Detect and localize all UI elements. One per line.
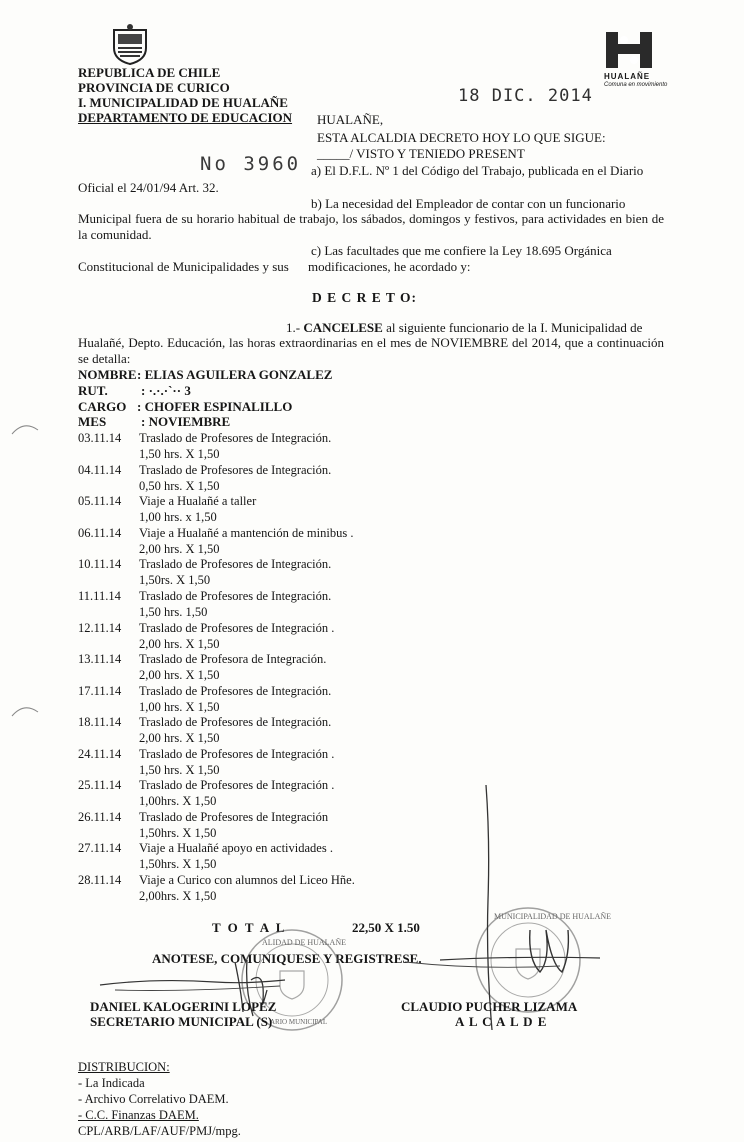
employee-mes-value: : NOVIEMBRE (141, 414, 231, 429)
distribution-item: CPL/ARB/LAF/AUF/PMJ/mpg. (78, 1124, 241, 1138)
distribution-item: - La Indicada (78, 1076, 145, 1090)
left-stamp-text: ALIDAD DE HUALAÑE (262, 938, 346, 947)
header-line-republic: REPUBLICA DE CHILE (78, 65, 221, 80)
hours-entry: 28.11.14 Viaje a Curico con alumnos del Liceo Hñe. 2,00hrs. X 1,50 (78, 873, 355, 903)
margin-mark (10, 418, 40, 438)
consideration-b: b) La necesidad del Empleador de contar con un funcionario (311, 196, 626, 211)
margin-mark (10, 700, 40, 720)
logo-tagline: Comuna en movimiento (604, 82, 668, 88)
decreto-title: D E C R E T O: (312, 290, 418, 305)
hours-entry: 10.11.14 Traslado de Profesores de Integración. 1,50rs. X 1,50 (78, 557, 332, 587)
logo-name: HUALAÑE (604, 72, 651, 81)
hours-entry: 24.11.14 Traslado de Profesores de Integración . 1,50 hrs. X 1,50 (78, 747, 335, 777)
consideration-a-cont: Oficial el 24/01/94 Art. 32. (78, 180, 219, 195)
left-stamp-bottom: ARIO MUNICIPAL (270, 1018, 328, 1026)
employee-rut-label: RUT. (78, 383, 108, 398)
hours-entry: 05.11.14 Viaje a Hualañé a taller 1,00 hrs. x 1,50 (78, 494, 257, 524)
hours-entry: 12.11.14 Traslado de Profesores de Integración . 2,00 hrs. X 1,50 (78, 621, 335, 651)
hours-entry: 13.11.14 Traslado de Profesora de Integración. 2,00 hrs. X 1,50 (78, 652, 327, 682)
decree-number-stamp: No 3960 (200, 153, 302, 175)
hours-entry: 26.11.14 Traslado de Profesores de Integración 1,50hrs. X 1,50 (78, 810, 329, 840)
mayor-name: CLAUDIO PUCHER LIZAMA (401, 999, 578, 1014)
hours-entry: 06.11.14 Viaje a Hualañé a mantención de minibus . 2,00 hrs. X 1,50 (78, 526, 354, 556)
closing-line: ANOTESE, COMUNIQUESE Y REGISTRESE. (152, 951, 422, 966)
employee-rut-value: : ·.·.·`·· 3 (141, 383, 191, 398)
hours-entry: 25.11.14 Traslado de Profesores de Integración . 1,00hrs. X 1,50 (78, 778, 335, 808)
header-line-province: PROVINCIA DE CURICO (78, 80, 230, 95)
consideration-c-tail: modificaciones, he acordado y: (308, 259, 471, 274)
distribution-item: - C.C. Finanzas DAEM. (78, 1108, 199, 1122)
article-continuation: Hualañé, Depto. Educación, las horas extraordinarias en el mes de NOVIEMBRE del 2014, que a continuación se detalla: (78, 335, 664, 366)
hours-entry: 27.11.14 Viaje a Hualañé apoyo en actividades . 1,50hrs. X 1,50 (78, 841, 333, 871)
consideration-c: c) Las facultades que me confiere la Ley 18.695 Orgánica (311, 243, 612, 258)
header-line-department: DEPARTAMENTO DE EDUCACION (78, 110, 293, 125)
hours-entry: 03.11.14 Traslado de Profesores de Integración. 1,50 hrs. X 1,50 (78, 431, 332, 461)
hours-entry: 17.11.14 Traslado de Profesores de Integración. 1,00 hrs. X 1,50 (78, 684, 332, 714)
date-stamp: 18 DIC. 2014 (458, 86, 593, 106)
alcaldia-line: ESTA ALCALDIA DECRETO HOY LO QUE SIGUE: (317, 130, 606, 145)
employee-name-label: NOMBRE (78, 367, 137, 382)
hualane-logo-icon (604, 30, 654, 70)
hours-entry: 11.11.14 Traslado de Profesores de Integración. 1,50 hrs. 1,50 (78, 589, 332, 619)
total-value: 22,50 X 1.50 (352, 920, 420, 935)
article-first-line: 1.- CANCELESE al siguiente funcionario de la I. Municipalidad de (286, 320, 643, 335)
visto-line: _____/ VISTO Y TENIEDO PRESENT (317, 146, 525, 161)
coat-of-arms-icon (108, 22, 152, 66)
secretary-name: DANIEL KALOGERINI LOPEZ (90, 999, 277, 1014)
total-label: T O T A L (212, 920, 287, 935)
employee-cargo-label: CARGO (78, 399, 127, 414)
consideration-b-cont: Municipal fuera de su horario habitual de trabajo, los sábados, domingos y festivos, para actividades en bien de la comunidad. (78, 211, 664, 242)
employee-name-value: : ELIAS AGUILERA GONZALEZ (137, 367, 333, 382)
secretary-title: SECRETARIO MUNICIPAL (S) (90, 1014, 273, 1029)
hours-entry: 18.11.14 Traslado de Profesores de Integración. 2,00 hrs. X 1,50 (78, 715, 332, 745)
place-line: HUALAÑE, (317, 112, 384, 127)
employee-mes-label: MES (78, 414, 107, 429)
right-stamp-text: MUNICIPALIDAD DE HUALAÑE (494, 912, 612, 921)
mayor-title: A L C A L D E (455, 1014, 548, 1029)
hours-entry: 04.11.14 Traslado de Profesores de Integración. 0,50 hrs. X 1,50 (78, 463, 332, 493)
consideration-a: a) El D.F.L. Nº 1 del Código del Trabajo, publicada en el Diario (311, 163, 644, 178)
distribution-title: DISTRIBUCION: (78, 1060, 170, 1074)
distribution-item: - Archivo Correlativo DAEM. (78, 1092, 229, 1106)
employee-cargo-value: : CHOFER ESPINALILLO (137, 399, 293, 414)
header-line-municipality: I. MUNICIPALIDAD DE HUALAÑE (78, 95, 288, 110)
consideration-c-cont: Constitucional de Municipalidades y sus (78, 259, 289, 274)
